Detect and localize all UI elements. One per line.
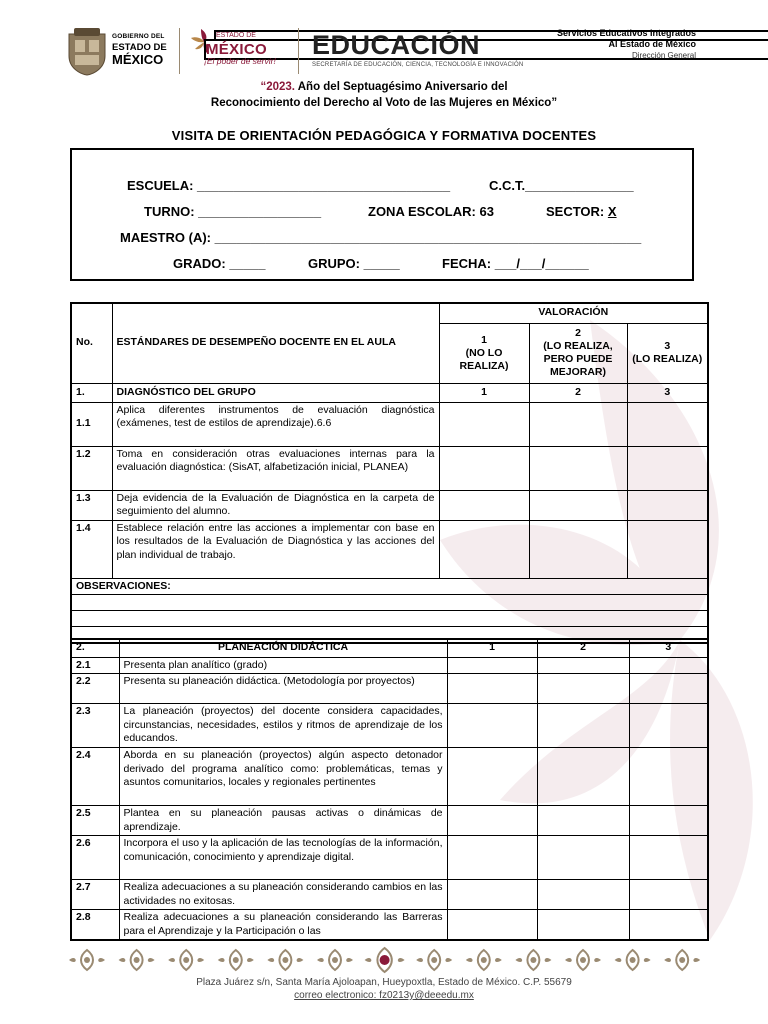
score-cell[interactable] xyxy=(447,880,537,910)
escuela-field[interactable]: ESCUELA: ___________________________________ xyxy=(127,178,451,193)
score-cell[interactable] xyxy=(439,446,529,490)
table-row xyxy=(71,880,708,910)
maestro-field[interactable]: MAESTRO (A): ___________________________________________________________ xyxy=(120,230,642,245)
cct-field[interactable]: C.C.T._______________ xyxy=(489,178,634,193)
row-text: Establece relación entre las acciones a implementar con base en los resultados de la Evaluación de Diagnóstica y las acciones del plan individual de trabajo. xyxy=(112,520,439,578)
row-text: La planeación (proyectos) del docente considera capacidades, circunstancias, necesidades, estilos y ritmos de aprendizaje de los educandos. xyxy=(119,704,447,748)
row-text: Presenta plan analítico (grado) xyxy=(119,657,447,674)
footer-email[interactable]: correo electronico: fz0213y@deeedu.mx xyxy=(294,990,474,1001)
val-2-text: (LO REALIZA, PERO PUEDE MEJORAR) xyxy=(543,340,613,378)
row-text xyxy=(119,910,447,941)
decorative-border xyxy=(62,945,708,975)
table-row xyxy=(71,490,708,520)
val-3 xyxy=(627,323,708,383)
row-number: 1.1 xyxy=(71,402,112,446)
observaciones-line[interactable] xyxy=(71,611,708,627)
score-cell[interactable] xyxy=(447,674,537,704)
info-box xyxy=(70,148,694,281)
educacion-title: EDUCACIÓN xyxy=(312,30,481,60)
row-number: 1.3 xyxy=(71,490,112,520)
score-cell[interactable] xyxy=(627,520,708,578)
score-cell[interactable] xyxy=(629,748,708,806)
table-row xyxy=(71,748,708,806)
sector-value: X xyxy=(607,204,617,219)
score-cell[interactable] xyxy=(529,520,627,578)
score-cell[interactable] xyxy=(447,836,537,880)
header-standards: ESTÁNDARES DE DESEMPEÑO DOCENTE EN EL AULA xyxy=(112,303,439,383)
servicios-line1: Servicios Educativos Integrados xyxy=(556,28,696,38)
page-title: VISITA DE ORIENTACIÓN PEDAGÓGICA Y FORMATIVA DOCENTES xyxy=(171,128,597,143)
score-cell[interactable] xyxy=(439,520,529,578)
val-3-num: 3 xyxy=(664,340,671,352)
section-number: 2. xyxy=(71,639,119,657)
observaciones-line[interactable] xyxy=(71,595,708,611)
row-number: 2.7 xyxy=(71,880,119,910)
header-valoracion: VALORACIÓN xyxy=(439,303,708,323)
gobierno-logo-text xyxy=(112,34,167,66)
score-cell[interactable] xyxy=(629,657,708,674)
score-cell[interactable] xyxy=(529,402,627,446)
table-row xyxy=(71,704,708,748)
val-3-text: (LO REALIZA) xyxy=(632,353,703,365)
row-number: 2.4 xyxy=(71,748,119,806)
score-cell[interactable] xyxy=(537,836,629,880)
section-title: DIAGNÓSTICO DEL GRUPO xyxy=(112,383,439,402)
fecha-field[interactable]: FECHA: ___/___/______ xyxy=(442,256,589,271)
motto-year: “2023. xyxy=(260,81,295,93)
row-number: 1.2 xyxy=(71,446,112,490)
standards-table-1 xyxy=(70,302,709,644)
score-cell[interactable] xyxy=(537,806,629,836)
score-cell[interactable] xyxy=(537,657,629,674)
score-cell[interactable] xyxy=(447,748,537,806)
score-cell[interactable] xyxy=(627,490,708,520)
score-header: 1 xyxy=(439,383,529,402)
zona-escolar-field: ZONA ESCOLAR: 63 xyxy=(368,204,494,219)
sector-field xyxy=(546,204,617,219)
score-cell[interactable] xyxy=(537,910,629,941)
turno-field[interactable]: TURNO: _________________ xyxy=(144,204,322,219)
score-cell[interactable] xyxy=(627,446,708,490)
row-text: Incorpora el uso y la aplicación de las tecnologías de la información, comunicación, conocimiento y aprendizaje digital. xyxy=(119,836,447,880)
row-text: Realiza adecuaciones a su planeación considerando cambios en las actividades no exitosas. xyxy=(119,880,447,910)
score-cell[interactable] xyxy=(529,446,627,490)
score-header: 2 xyxy=(529,383,627,402)
gob-line3: MÉXICO xyxy=(112,52,164,67)
score-cell[interactable] xyxy=(447,910,537,941)
row-number: 2.6 xyxy=(71,836,119,880)
sector-label: SECTOR: xyxy=(546,204,608,219)
table-row xyxy=(71,836,708,880)
score-cell[interactable] xyxy=(447,806,537,836)
score-cell[interactable] xyxy=(627,402,708,446)
educacion-logo xyxy=(312,32,523,68)
score-cell[interactable] xyxy=(439,402,529,446)
val-2 xyxy=(529,323,627,383)
score-cell[interactable] xyxy=(537,674,629,704)
edomex-line2: MÉXICO xyxy=(204,39,768,60)
score-cell[interactable] xyxy=(537,748,629,806)
val-1-num: 1 xyxy=(481,333,487,346)
score-cell[interactable] xyxy=(447,704,537,748)
motto-line2: Reconocimiento del Derecho al Voto de las Mujeres en México” xyxy=(210,96,558,109)
row-number: 2.2 xyxy=(71,674,119,704)
score-cell[interactable] xyxy=(537,880,629,910)
grupo-field[interactable]: GRUPO: _____ xyxy=(308,256,400,271)
observaciones-label: OBSERVACIONES: xyxy=(71,578,708,595)
score-cell[interactable] xyxy=(529,490,627,520)
score-cell[interactable] xyxy=(447,657,537,674)
edomex-slogan: ¡El poder de servir! xyxy=(204,56,276,66)
row-text: Aplica diferentes instrumentos de evaluación diagnóstica (exámenes, test de estilos de aprendizaje).6.6 xyxy=(112,402,439,446)
score-cell[interactable] xyxy=(439,490,529,520)
score-header: 2 xyxy=(537,639,629,657)
year-motto xyxy=(0,80,768,111)
score-cell[interactable] xyxy=(629,806,708,836)
servicios-block xyxy=(557,28,696,61)
val-2-num: 2 xyxy=(575,327,581,339)
row-number: 2.5 xyxy=(71,806,119,836)
row-text: Toma en consideración otras evaluaciones internas para la evaluación diagnóstica: (SisAT, alfabetización inicial, PLANEA) xyxy=(112,446,439,490)
footer-address: Plaza Juárez s/n, Santa María Ajoloapan, Hueypoxtla, Estado de México. C.P. 55679 xyxy=(196,977,572,988)
table-row xyxy=(71,446,708,490)
row-number: 2.3 xyxy=(71,704,119,748)
score-header: 3 xyxy=(627,383,708,402)
gob-line2: ESTADO DE xyxy=(112,41,167,53)
score-cell[interactable] xyxy=(629,910,708,941)
row-number: 2.1 xyxy=(71,657,119,674)
header-divider xyxy=(298,28,299,74)
row-text: Plantea en su planeación pausas activas o dinámicas de aprendizaje. xyxy=(119,806,447,836)
grado-field[interactable]: GRADO: _____ xyxy=(173,256,266,271)
section-title: PLANEACIÓN DIDÁCTICA xyxy=(119,639,447,657)
val-1-text: (NO LO REALIZA) xyxy=(459,346,509,372)
row-number: 2.8 xyxy=(71,910,119,941)
score-header: 1 xyxy=(447,639,537,657)
val-1 xyxy=(439,323,529,383)
educacion-subtitle: SECRETARÍA DE EDUCACIÓN, CIENCIA, TECNOLOGÍA E INNOVACIÓN xyxy=(312,62,524,68)
state-seal-icon xyxy=(66,26,108,76)
page-footer xyxy=(0,976,768,1002)
servicios-line2: Al Estado de México xyxy=(608,39,696,50)
edomex-line1: ESTADO DE xyxy=(214,30,768,41)
score-header: 3 xyxy=(629,639,708,657)
table-row xyxy=(71,674,708,704)
header-divider xyxy=(179,28,180,74)
score-cell[interactable] xyxy=(629,880,708,910)
row-text: Aborda en su planeación (proyectos) algún aspecto detonador derivado del programa analítico como: problemáticas, temas y asuntos comunitarios, locales y regionales pertinentes xyxy=(119,748,447,806)
section-number: 1. xyxy=(71,383,112,402)
row-text-clip: Realiza adecuaciones a su planeación considerando las Barreras para el Aprendizaje y la Participación o las xyxy=(123,911,443,938)
row-text: Presenta su planeación didáctica. (Metodología por proyectos) xyxy=(119,674,447,704)
table-row xyxy=(71,520,708,578)
score-cell[interactable] xyxy=(629,674,708,704)
score-cell[interactable] xyxy=(629,836,708,880)
row-number: 1.4 xyxy=(71,520,112,578)
gob-line1: GOBIERNO DEL xyxy=(112,33,165,40)
standards-table-2 xyxy=(70,638,709,941)
row-text: Deja evidencia de la Evaluación de Diagnóstica en la carpeta de seguimiento del alumno. xyxy=(112,490,439,520)
score-cell[interactable] xyxy=(537,704,629,748)
table-row xyxy=(71,657,708,674)
page-header xyxy=(66,26,706,78)
motto-line1: Año del Septuagésimo Aniversario del xyxy=(294,81,508,93)
servicios-line3: Dirección General xyxy=(631,50,696,60)
table-row xyxy=(71,910,708,941)
score-cell[interactable] xyxy=(629,704,708,748)
table-row xyxy=(71,806,708,836)
header-no: No. xyxy=(71,303,112,383)
table-row xyxy=(71,402,708,446)
